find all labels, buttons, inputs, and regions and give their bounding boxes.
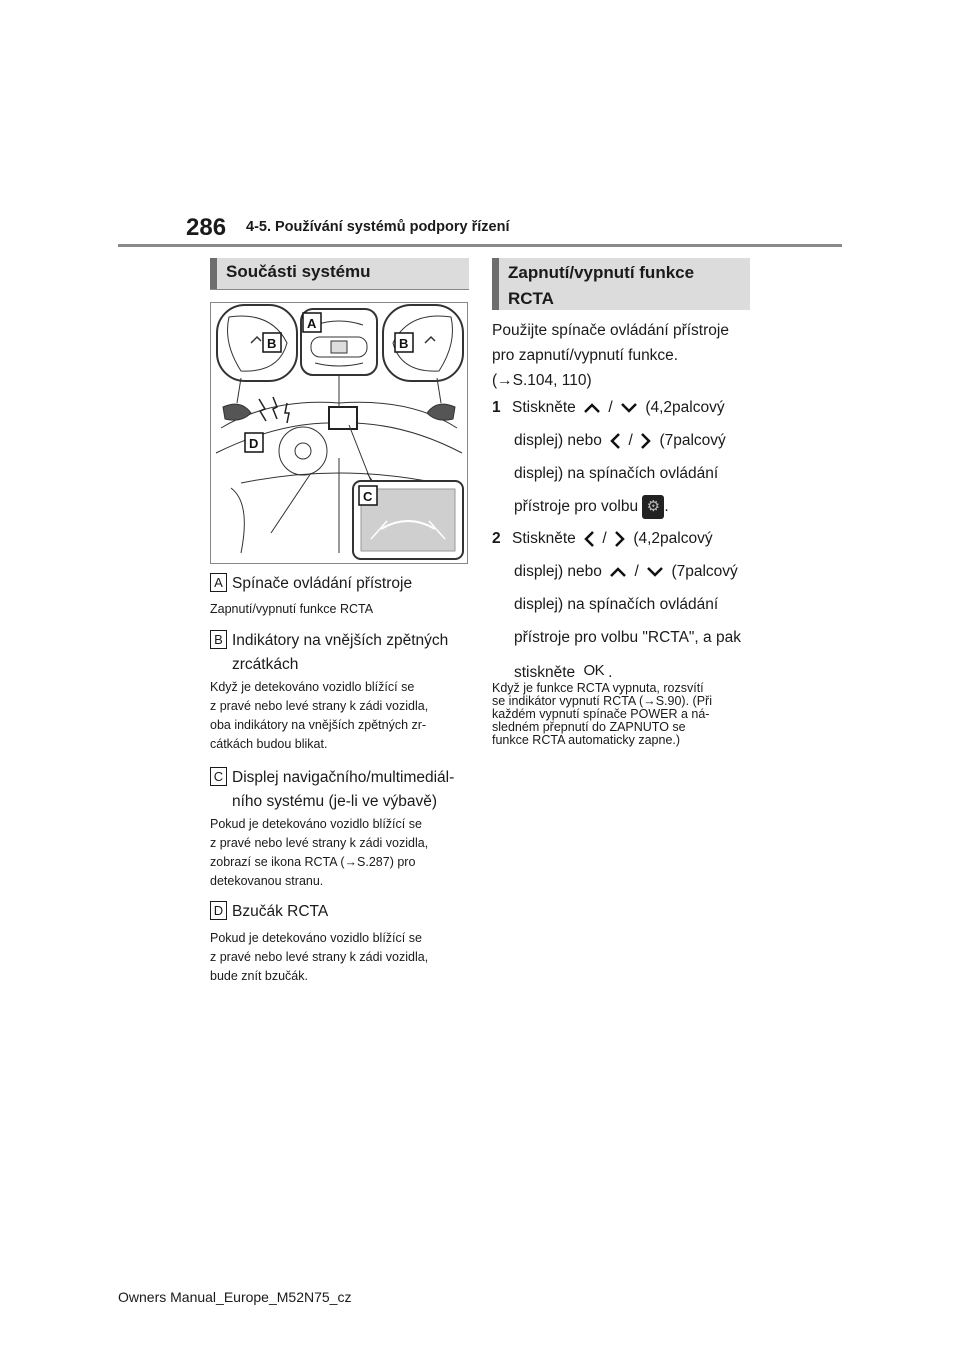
item-c-line: Pokud je detekováno vozidlo blížící se — [210, 817, 422, 831]
item-d-heading — [210, 900, 478, 924]
callout-d: D — [249, 436, 259, 451]
note-line: se indikátor vypnutí RCTA (→S.90). (Při — [492, 694, 712, 708]
item-c-title-cont: ního systému (je-li ve výbavě) — [232, 793, 438, 810]
note-line: sledném přepnutí do ZAPNUTO se — [492, 720, 686, 734]
callout-a: A — [307, 316, 317, 331]
footer-text: Owners Manual_Europe_M52N75_cz — [118, 1289, 352, 1305]
step-text: (4,2palcový — [645, 399, 725, 416]
section-rule — [210, 289, 469, 290]
note-line: každém vypnutí spínače POWER a ná- — [492, 707, 710, 721]
dashboard-drawing — [211, 303, 467, 563]
item-a-heading — [210, 572, 478, 596]
step-text: . — [608, 664, 613, 681]
section-heading-components: Součásti systému — [210, 258, 469, 290]
chevron-right-icon — [614, 530, 626, 548]
step-text: přístroje pro volbu — [514, 498, 639, 515]
item-b-line: Když je detekováno vozidlo blížící se — [210, 680, 415, 694]
item-d-line: z pravé nebo levé strany k zádi vozidla, — [210, 950, 429, 964]
step-text: / — [602, 530, 607, 547]
step-text: přístroje pro volbu "RCTA", a pak — [514, 629, 741, 646]
key-d: D — [210, 901, 227, 920]
intro-line: (→S.104, 110) — [492, 372, 592, 389]
item-c-title: Displej navigačního/multimediál- — [232, 769, 455, 786]
key-c: C — [210, 767, 227, 786]
gear-icon: ⚙ — [642, 495, 664, 519]
chevron-right-icon — [640, 432, 652, 450]
callout-c: C — [363, 489, 373, 504]
chevron-up-icon — [609, 566, 627, 578]
item-b-body — [210, 678, 472, 754]
step-text: / — [628, 432, 633, 449]
note-line: Když je funkce RCTA vypnuta, rozsvítí — [492, 681, 704, 695]
item-c-line: detekovanou stranu. — [210, 874, 324, 888]
item-d-line: Pokud je detekováno vozidlo blížící se — [210, 931, 422, 945]
item-c-body — [210, 815, 472, 891]
item-b-title: Indikátory na vnějších zpětných — [232, 632, 449, 649]
item-c-line: zobrazí se ikona RCTA (→S.287) pro — [210, 855, 416, 869]
ok-symbol: OK — [583, 662, 605, 679]
item-b-line: oba indikátory na vnějších zpětných zr- — [210, 718, 427, 732]
header-rule — [118, 244, 842, 247]
step-text: displej) nebo — [514, 563, 602, 580]
item-b-line: z pravé nebo levé strany k zádi vozidla, — [210, 699, 429, 713]
step-1-number: 1 — [492, 399, 501, 416]
item-a-body — [210, 600, 472, 619]
section-heading-rcta — [492, 258, 750, 310]
running-head: 4-5. Používání systémů podpory řízení — [246, 219, 510, 235]
step-text: Stiskněte — [512, 399, 576, 416]
item-c-line: z pravé nebo levé strany k zádi vozidla, — [210, 836, 429, 850]
step-text: displej) na spínačích ovládání — [514, 596, 719, 613]
step-text: / — [634, 563, 639, 580]
key-a: A — [210, 573, 227, 592]
step-text: stiskněte — [514, 664, 576, 681]
step-text: displej) na spínačích ovládání — [514, 465, 719, 482]
note-line: funkce RCTA automaticky zapne.) — [492, 733, 681, 747]
callout-b-right: B — [399, 336, 409, 351]
chevron-left-icon — [609, 432, 621, 450]
page-number: 286 — [186, 214, 227, 241]
step-text: (7palcový — [659, 432, 726, 449]
chevron-down-icon — [646, 566, 664, 578]
intro-text — [492, 318, 762, 393]
chevron-left-icon — [583, 530, 595, 548]
item-c-heading — [210, 766, 478, 814]
intro-line: Použijte spínače ovládání přístroje — [492, 322, 729, 339]
chevron-down-icon — [620, 402, 638, 414]
rcta-note — [492, 682, 754, 747]
step-text: / — [608, 399, 613, 416]
step-text: . — [664, 498, 669, 515]
callout-b-left: B — [267, 336, 277, 351]
item-b-title-cont: zrcátkách — [232, 656, 299, 673]
dashboard-illustration — [210, 302, 468, 564]
item-d-line: bude znít bzučák. — [210, 969, 308, 983]
item-a-title: Spínače ovládání přístroje — [232, 575, 413, 592]
step-1 — [492, 391, 767, 523]
intro-line: pro zapnutí/vypnutí funkce. — [492, 347, 679, 364]
key-b: B — [210, 630, 227, 649]
chevron-up-icon — [583, 402, 601, 414]
section-heading-line: RCTA — [508, 289, 554, 308]
step-2 — [492, 522, 767, 689]
item-a-line: Zapnutí/vypnutí funkce RCTA — [210, 602, 374, 616]
section-heading-line: Zapnutí/vypnutí funkce — [508, 263, 695, 282]
item-b-heading — [210, 629, 478, 677]
step-text: Stiskněte — [512, 530, 576, 547]
item-b-line: cátkách budou blikat. — [210, 737, 328, 751]
step-2-number: 2 — [492, 530, 501, 547]
item-d-body — [210, 929, 472, 986]
item-d-title: Bzučák RCTA — [232, 903, 329, 920]
step-text: displej) nebo — [514, 432, 602, 449]
step-text: (4,2palcový — [633, 530, 713, 547]
step-text: (7palcový — [671, 563, 738, 580]
